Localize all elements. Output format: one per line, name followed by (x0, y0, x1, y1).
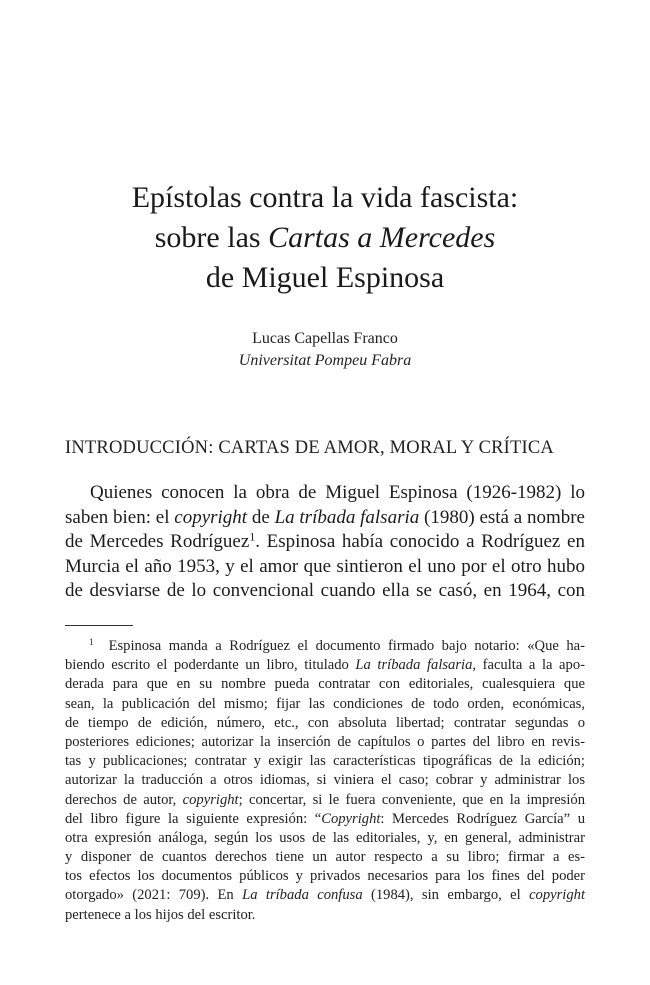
title-line-2-text: sobre las (154, 221, 269, 254)
footnote-line-10 (65, 810, 585, 829)
body-text-fragment: saben bien: el (65, 506, 175, 528)
footnote-line-4: sean, la publicación del mismo; fijar las condiciones de todo orden, económicas, (65, 695, 585, 712)
body-line-3 (65, 530, 585, 555)
footnote-italic-fragment: copyright (182, 791, 239, 808)
footnote-line-8: autorizar la traducción a otros idiomas, si viniera el caso; cobrar y administrar los (65, 772, 585, 789)
footnote-line-6: posteriores ediciones; autorizar la inserción de capítulos o partes del libro en revis- (65, 733, 585, 750)
body-paragraph (65, 481, 585, 604)
footnote-text-fragment: ; concertar, si le fuera conveniente, que en la impresión (238, 791, 585, 808)
body-line-4: Murcia el año 1953, y el amor que sintieron el uno por el otro hubo (65, 555, 585, 577)
footnote-marker: 1 (89, 637, 94, 648)
footnote-line-2 (65, 656, 585, 675)
body-text-fragment: . Espinosa había conocido a Rodríguez en (255, 531, 585, 553)
title-line-1: Epístolas contra la vida fascista: (131, 181, 519, 214)
title-line-2-italic: Cartas a Mercedes (268, 221, 496, 254)
body-italic-fragment: copyright (174, 506, 248, 528)
title-line-3: de Miguel Espinosa (205, 261, 445, 294)
author-block (0, 328, 650, 372)
footnote-text-fragment: Espinosa manda a Rodríguez el documento firmado bajo notario: «Que ha- (108, 638, 585, 654)
section-heading: INTRODUCCIÓN: CARTAS DE AMOR, MORAL Y CRÍTICA (65, 438, 554, 458)
footnote-text-fragment: biendo escrito el poderdante un libro, titulado (65, 657, 356, 674)
footnote-reference[interactable]: 1 (249, 530, 256, 544)
footnote-text-fragment: : Mercedes Rodríguez García” u (380, 810, 585, 827)
body-text-fragment: de (247, 506, 275, 528)
footnote-italic-fragment: La tríbada falsaria (355, 657, 473, 674)
footnote-italic-fragment: Copyright (321, 810, 381, 827)
footnote-line-13: tos efectos los documentos públicos y privados necesarios para los fines del poder (65, 868, 585, 885)
footnote-line-7: tas y publicaciones; contratar y exigir las características tipográficas de la edición; (65, 753, 585, 770)
footnote-separator (65, 625, 133, 626)
author-affiliation-text: Universitat Pompeu Fabra (238, 352, 412, 369)
body-text-fragment: de Mercedes Rodríguez (65, 531, 250, 553)
footnote-line-1 (65, 637, 585, 656)
footnote-line-5: de tiempo de edición, número, etc., con absoluta libertad; contratar segundas o (65, 714, 585, 731)
author-affiliation (0, 350, 650, 372)
footnote-italic-fragment: copyright (529, 887, 585, 904)
author-name: Lucas Capellas Franco (252, 330, 398, 347)
footnote-text-fragment: derechos de autor, (65, 791, 183, 808)
footnote-text-fragment: otorgado» (2021: 709). En (65, 887, 243, 904)
footnote-line-12: y disponer de cuantos derechos tiene un autor respecto a su libro; firmar a es- (65, 849, 585, 866)
footnote-line-9 (65, 791, 585, 810)
body-line-1: Quienes conocen la obra de Miguel Espinosa (1926-1982) lo (90, 482, 585, 503)
footnote-text-fragment: (1984), sin embargo, el (362, 887, 530, 904)
footnote-line-3: derada para que en su nombre pueda contratar con editoriales, cualesquiera que (65, 676, 585, 693)
body-text-fragment: (1980) está a nombre (419, 506, 585, 528)
footnote-line-14 (65, 886, 585, 905)
title-line-2 (0, 218, 650, 258)
footnote-line-15: pertenece a los hijos del escritor. (65, 906, 256, 923)
body-italic-fragment: La tríbada falsaria (274, 506, 420, 528)
footnote-text-fragment: , faculta a la apo- (472, 657, 585, 674)
body-line-2 (65, 506, 585, 531)
footnote-text-fragment: del libro figure la siguiente expresión: “ (65, 810, 322, 827)
body-line-5: de desviarse de lo convencional cuando ella se casó, en 1964, con (65, 580, 585, 602)
article-title (0, 178, 650, 298)
footnote-italic-fragment: La tríbada confusa (242, 887, 363, 904)
footnote-line-11: otra expresión análoga, según los usos de las editoriales, y, en general, administrar (65, 829, 585, 846)
footnote-1 (65, 637, 585, 925)
